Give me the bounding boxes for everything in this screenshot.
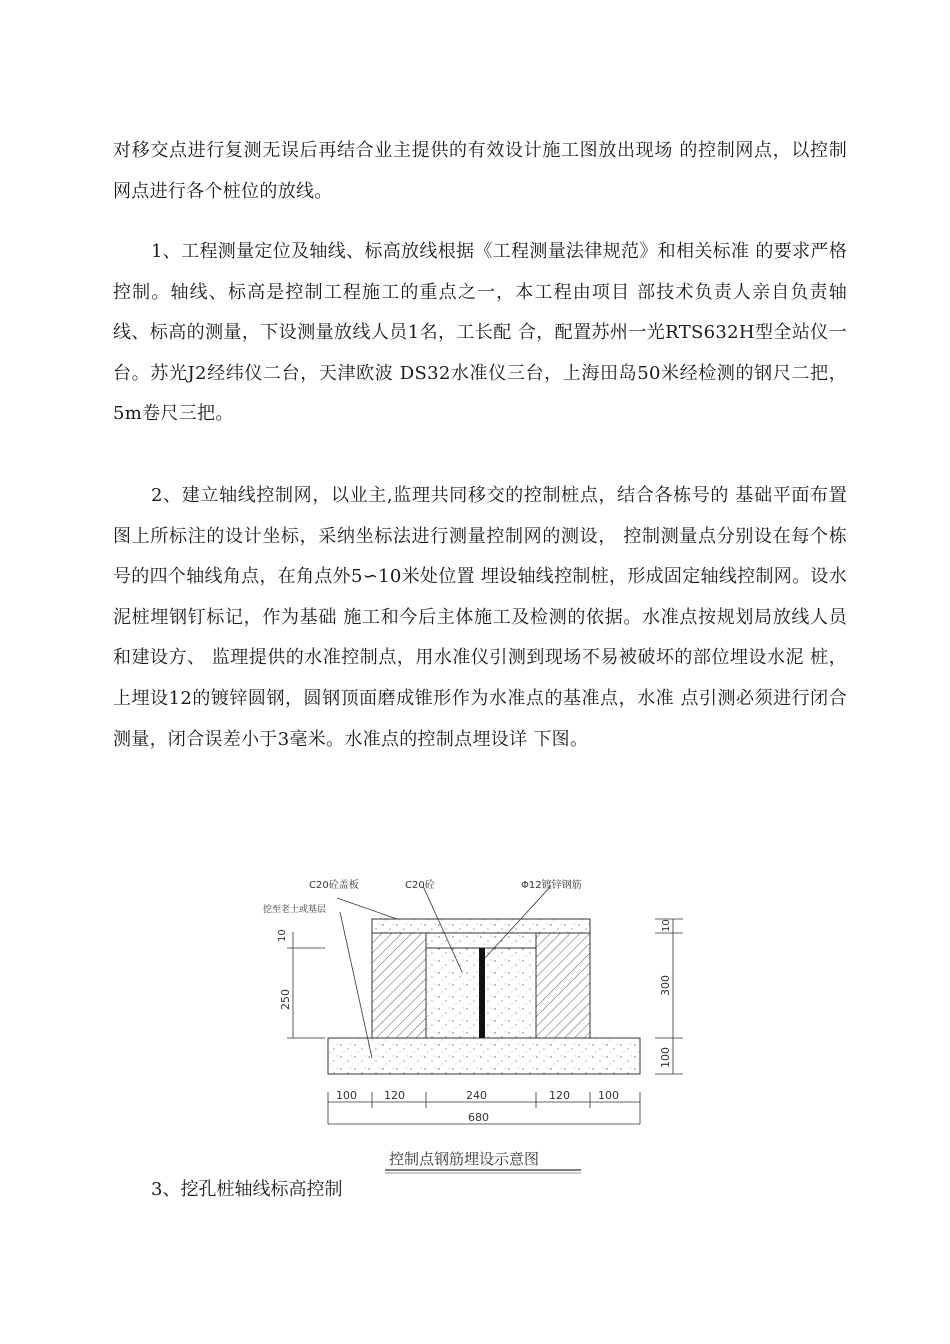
dim-bottom-c: 240 <box>466 1089 487 1102</box>
label-excavation: 挖至老土或基层 <box>263 905 327 915</box>
dim-left-top: 10 <box>277 929 288 942</box>
dim-right-top: 10 <box>661 919 672 932</box>
paragraph-pile-axis-control: 3、挖孔桩轴线标高控制 <box>151 1179 343 1200</box>
dim-bottom-d: 120 <box>549 1089 570 1102</box>
dim-bottom-a: 100 <box>336 1089 357 1102</box>
dim-bottom-total: 680 <box>468 1111 489 1124</box>
base-concrete-layer <box>328 1038 640 1074</box>
label-rebar: Φ12镀锌钢筋 <box>521 880 582 891</box>
control-point-diagram <box>255 862 695 1182</box>
label-concrete: C20砼 <box>405 880 435 891</box>
label-cover-slab: C20砼盖板 <box>309 880 359 891</box>
cover-slab <box>372 919 590 933</box>
diagram-caption: 控制点钢筋埋设示意图 <box>389 1150 540 1168</box>
dim-right-bottom: 100 <box>659 1047 672 1068</box>
dim-bottom-e: 100 <box>598 1089 619 1102</box>
left-wall <box>372 933 426 1038</box>
paragraph-measurement-positioning: 1、工程测量定位及轴线、标高放线根据《工程测量法律规范》和相关标准 的要求严格控制。轴线、标高是控制工程施工的重点之一，本工程由项目 部技术负责人亲自负责轴线、标高的测量，下设测量放线人员1名，工长配 合，配置苏州一光RTS632H型全站仪一台。苏光J2经纬仪二台，天津欧波 DS32水准仪三台，上海田岛50米经检测的钢尺二把，5m卷尺三把。 <box>113 241 847 425</box>
paragraph-intro: 对移交点进行复测无误后再结合业主提供的有效设计施工图放出现场 的控制网点，以控制网点进行各个桩位的放线。 <box>113 140 847 202</box>
dim-bottom-b: 120 <box>384 1089 405 1102</box>
dim-left-mid: 250 <box>279 989 292 1010</box>
right-wall <box>536 933 590 1038</box>
dim-right-mid: 300 <box>659 975 672 996</box>
paragraph-axis-control-network: 2、建立轴线控制网，以业主,监理共同移交的控制桩点，结合各栋号的 基础平面布置图上所标注的设计坐标，采纳坐标法进行测量控制网的测设， 控制测量点分别设在每个栋号的四个轴线角点，在角点外5∽10米处位置 埋设轴线控制桩，形成固定轴线控制网。设水泥桩埋钢钉标记，作为基础 施工和今后主体施工及检测的依据。水准点按规划局放线人员和建设方、 监理提供的水准控制点，用水准仪引测到现场不易被破坏的部位埋设水泥 桩，上埋设12的镀锌圆钢，圆钢顶面磨成锥形作为水准点的基准点，水准 点引测必须进行闭合测量，闭合误差小于3毫米。水准点的控制点埋设详 下图。 <box>113 485 847 750</box>
rebar-rod <box>479 948 485 1038</box>
diagram-svg <box>255 862 695 1182</box>
